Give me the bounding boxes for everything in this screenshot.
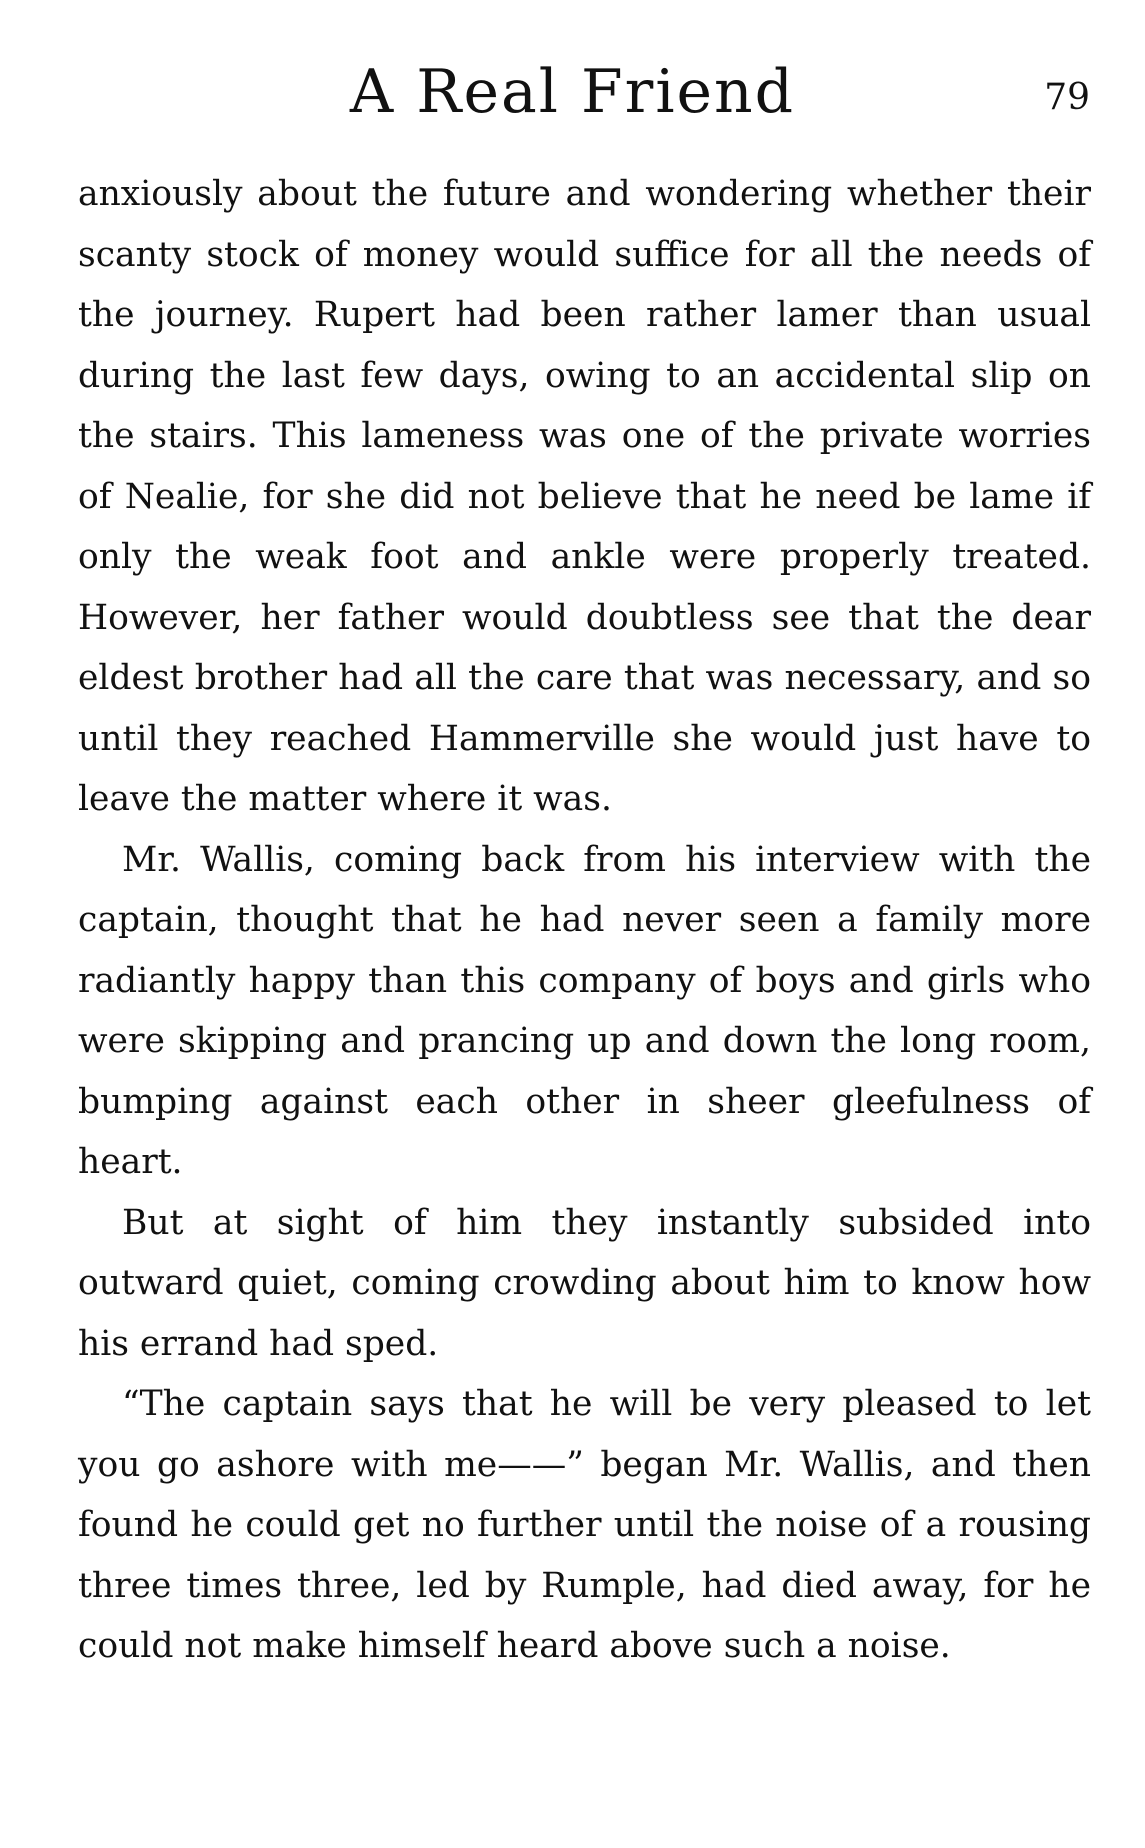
paragraph: Mr. Wallis, coming back from his interview with the captain, thought that he had never seen a family more radiantly happy than this company of boys and girls who were skipping and prancing up and down the long room, bumping against each other in sheer gleefulness of heart. bbox=[78, 839, 1091, 1182]
page-title: A Real Friend bbox=[349, 57, 796, 127]
paragraph: But at sight of him they instantly subsided into outward quiet, coming crowding about him to know how his errand had sped. bbox=[78, 1202, 1091, 1364]
paragraph-continued: anxiously about the future and wondering whether their scanty stock of money would suffice for all the needs of the journey. Rupert had been rather lamer than usual during the last few days, owing to an accidental slip on the stairs. This lameness was one of the private worries of Nealie, for she did not believe that he need be lame if only the weak foot and ankle were properly treated. However, her father would doubtless see that the dear eldest brother had all the care that was necessary, and so until they reached Hammerville she would just have to leave the matter where it was. bbox=[78, 174, 1091, 819]
paragraph: “The captain says that he will be very pleased to let you go ashore with me——” began Mr. Wallis, and then found he could get no further until the noise of a rousing three times three, led by Rumple, had died away, for he could not make himself heard above such a noise. bbox=[78, 1384, 1091, 1666]
running-head bbox=[0, 52, 1145, 132]
page-number: 79 bbox=[1044, 77, 1090, 118]
body-text bbox=[78, 164, 1091, 1677]
